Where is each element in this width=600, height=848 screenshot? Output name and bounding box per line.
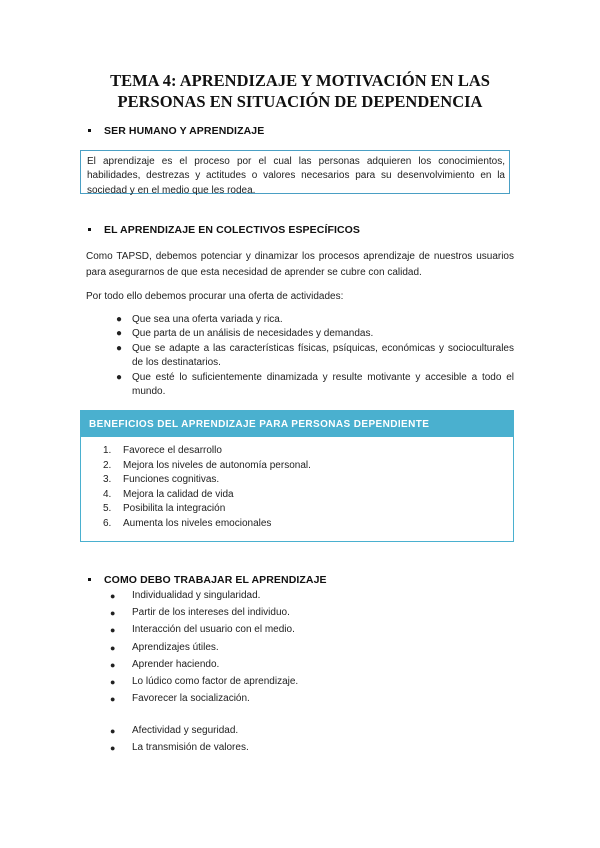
list-item: ● Afectividad y seguridad. [110, 725, 239, 736]
square-bullet-icon [88, 129, 91, 132]
bullet-icon: ● [110, 676, 116, 687]
definition-box [80, 150, 510, 194]
collectives-paragraph-2: Por todo ello debemos procurar una oferta de actividades: [86, 291, 344, 302]
section-heading-collectives: EL APRENDIZAJE EN COLECTIVOS ESPECÍFICOS [104, 224, 360, 236]
list-item: ● Aprendizajes útiles. [110, 641, 219, 653]
list-item: 4. Mejora la calidad de vida [103, 488, 234, 500]
collectives-paragraph-1: Como TAPSD, debemos potenciar y dinamizar los procesos aprendizaje de nuestros usuarios para asegurarnos de que esta necesidad de aprender se cubre con calidad. [86, 251, 514, 278]
list-item: ● Que sea una oferta variada y rica. [116, 313, 514, 327]
benefits-list [81, 437, 513, 532]
benefits-header: BENEFICIOS DEL APRENDIZAJE PARA PERSONAS DEPENDIENTE [81, 411, 513, 437]
bullet-icon: ● [110, 608, 116, 619]
definition-text: El aprendizaje es el proceso por el cual las personas adquieren los conocimientos, habilidades, destrezas y actitudes o valores necesarios para su desenvolvimiento en la sociedad y en el medio que les rodea. [87, 156, 505, 196]
list-item: ● Interacción del usuario con el medio. [110, 624, 295, 636]
list-item: ● Que esté lo suficientemente dinamizada y resulte motivante y accesible a todo el mundo. [116, 371, 514, 398]
square-bullet-icon [88, 578, 91, 581]
list-item: ● Que se adapte a las características físicas, psíquicas, económicas y socioculturales de los destinatarios. [116, 342, 514, 369]
bullet-icon: ● [110, 625, 116, 636]
bullet-icon: ● [116, 328, 123, 340]
list-item: ● Partir de los intereses del individuo. [110, 607, 290, 619]
title-line-1: TEMA 4: APRENDIZAJE Y MOTIVACIÓN EN LAS [110, 71, 490, 90]
section-heading-human: SER HUMANO Y APRENDIZAJE [104, 125, 264, 137]
section-heading-how: COMO DEBO TRABAJAR EL APRENDIZAJE [104, 574, 327, 586]
how-list [110, 589, 298, 709]
page-title [60, 70, 540, 112]
list-item: ● Lo lúdico como factor de aprendizaje. [110, 675, 299, 687]
list-item: 3. Funciones cognitivas. [103, 474, 220, 486]
list-item: ● La transmisión de valores. [110, 742, 249, 754]
list-item: ● Favorecer la socialización. [110, 693, 250, 705]
bullet-icon: ● [110, 659, 116, 670]
list-item: 1. Favorece el desarrollo [103, 445, 222, 456]
bullet-icon: ● [110, 591, 116, 601]
benefits-box [80, 410, 514, 542]
bullet-icon: ● [110, 743, 116, 754]
list-item: 2. Mejora los niveles de autonomía personal. [103, 459, 311, 471]
bullet-icon: ● [110, 642, 116, 653]
list-item: 6. Aumenta los niveles emocionales [103, 517, 272, 529]
list-item: ● Aprender haciendo. [110, 658, 220, 670]
title-line-2: PERSONAS EN SITUACIÓN DE DEPENDENCIA [117, 92, 483, 111]
square-bullet-icon [88, 228, 91, 231]
how-list-continued [110, 724, 249, 758]
list-item: ● Que parta de un análisis de necesidades y demandas. [116, 327, 514, 341]
bullet-icon: ● [110, 726, 116, 736]
bullet-icon: ● [116, 371, 123, 383]
activities-list [116, 313, 514, 399]
bullet-icon: ● [116, 314, 123, 325]
bullet-icon: ● [110, 694, 116, 705]
bullet-icon: ● [116, 342, 123, 354]
list-item: ● Individualidad y singularidad. [110, 590, 261, 601]
list-item: 5. Posibilita la integración [103, 503, 226, 515]
